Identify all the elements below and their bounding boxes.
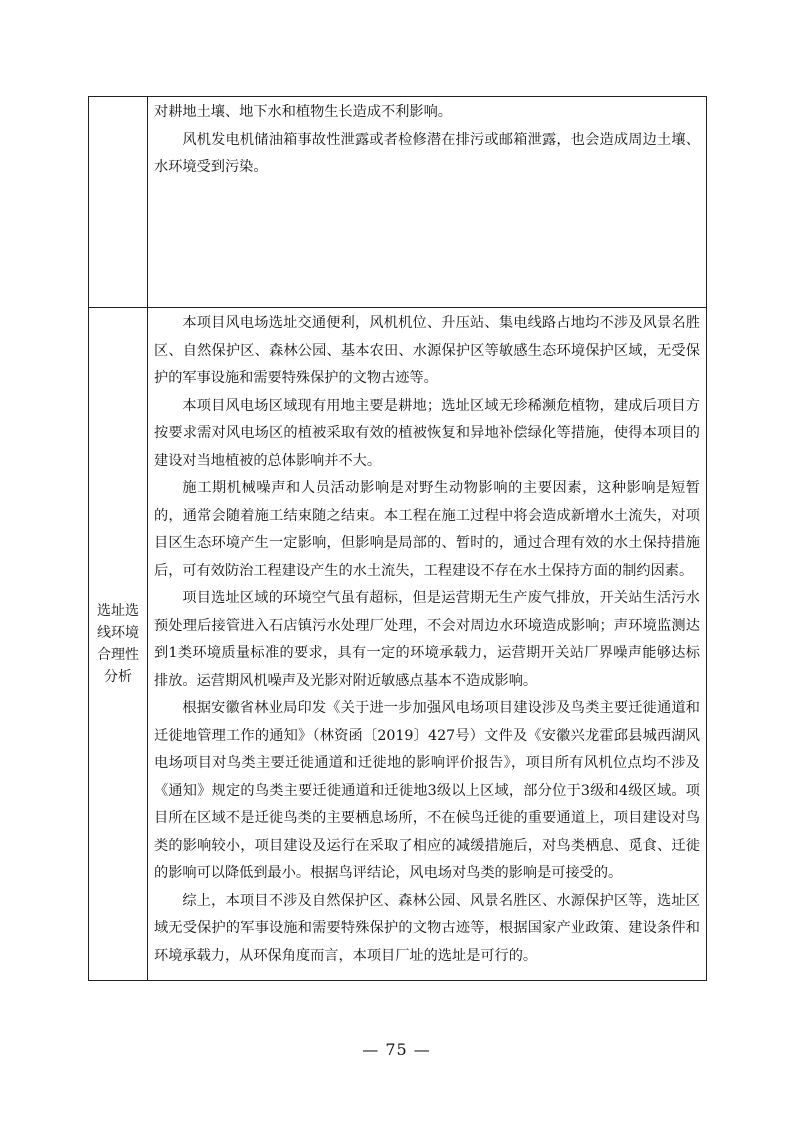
row-label: 选址选线环境合理性分析 bbox=[97, 603, 139, 685]
table-row-site-analysis bbox=[89, 308, 707, 981]
paragraph: 项目选址区域的环境空气虽有超标，但是运营期无生产废气排放，开关站生活污水预处理后接管进入石店镇污水处理厂处理，不会对周边水环境造成影响；声环境监测达到1类环境质量标准的要求，具有一定的环境承载力，运营期开关站厂界噪声能够达标排放。运营期风机噪声及光影对附近敏感点基本不造成影响。 bbox=[154, 590, 700, 689]
content-text bbox=[148, 308, 706, 970]
page-number: — 75 — bbox=[362, 1040, 431, 1059]
label-cell-empty bbox=[89, 97, 148, 308]
paragraph: 综上，本项目不涉及自然保护区、森林公园、风景名胜区、水源保护区等，选址区域无受保护的军事设施和需要特殊保护的文物古迹等，根据国家产业政策、建设条件和环境承载力，从环保角度而言，本项目厂址的选址是可行的。 bbox=[154, 892, 700, 964]
content-cell bbox=[148, 308, 707, 981]
paragraph: 施工期机械噪声和人员活动影响是对野生动物影响的主要因素，这种影响是短暂的，通常会随着施工结束随之结束。本工程在施工过程中将会造成新增水土流失，对项目区生态环境产生一定影响，但影响是局部的、暂时的，通过合理有效的水土保持措施后，可有效防治工程建设产生的水土流失，工程建设不存在水土保持方面的制约因素。 bbox=[154, 480, 700, 579]
table-row-continuation bbox=[89, 97, 707, 308]
paragraph: 本项目风电场选址交通便利，风机机位、升压站、集电线路占地均不涉及风景名胜区、自然保护区、森林公园、基本农田、水源保护区等敏感生态环境保护区域，无受保护的军事设施和需要特殊保护的文物古迹等。 bbox=[154, 315, 700, 386]
paragraph: 根据安徽省林业局印发《关于进一步加强风电场项目建设涉及鸟类主要迁徙通道和迁徙地管理工作的通知》（林资函〔2019〕427号）文件及《安徽兴龙霍邱县城西湖风电场项目对鸟类主要迁徙通道和迁徙地的影响评价报告》，项目所有风机位点均不涉及《通知》规定的鸟类主要迁徙通道和迁徙地3级以上区域，部分位于3级和4级区域。项目所在区域不是迁徙鸟类的主要栖息场所，不在候鸟迁徙的重要通道上，项目建设对鸟类的影响较小，项目建设及运行在采取了相应的减缓措施后，对鸟类栖息、觅食、迁徙的影响可以降低到最小。根据鸟评结论，风电场对鸟类的影响是可接受的。 bbox=[154, 700, 700, 881]
content-text bbox=[148, 97, 706, 182]
content-table bbox=[88, 96, 707, 981]
content-cell bbox=[148, 97, 707, 308]
paragraph: 风机发电机储油箱事故性泄露或者检修潜在排污或邮箱泄露，也会造成周边土壤、水环境受到污染。 bbox=[154, 131, 700, 175]
paragraph: 本项目风电场区域现有用地主要是耕地；选址区域无珍稀濒危植物，建成后项目方按要求需对风电场区的植被采取有效的植被恢复和异地补偿绿化等措施，使得本项目的建设对当地植被的总体影响并不大。 bbox=[154, 397, 700, 469]
label-cell bbox=[89, 308, 148, 981]
paragraph: 对耕地土壤、地下水和植物生长造成不利影响。 bbox=[154, 104, 452, 120]
